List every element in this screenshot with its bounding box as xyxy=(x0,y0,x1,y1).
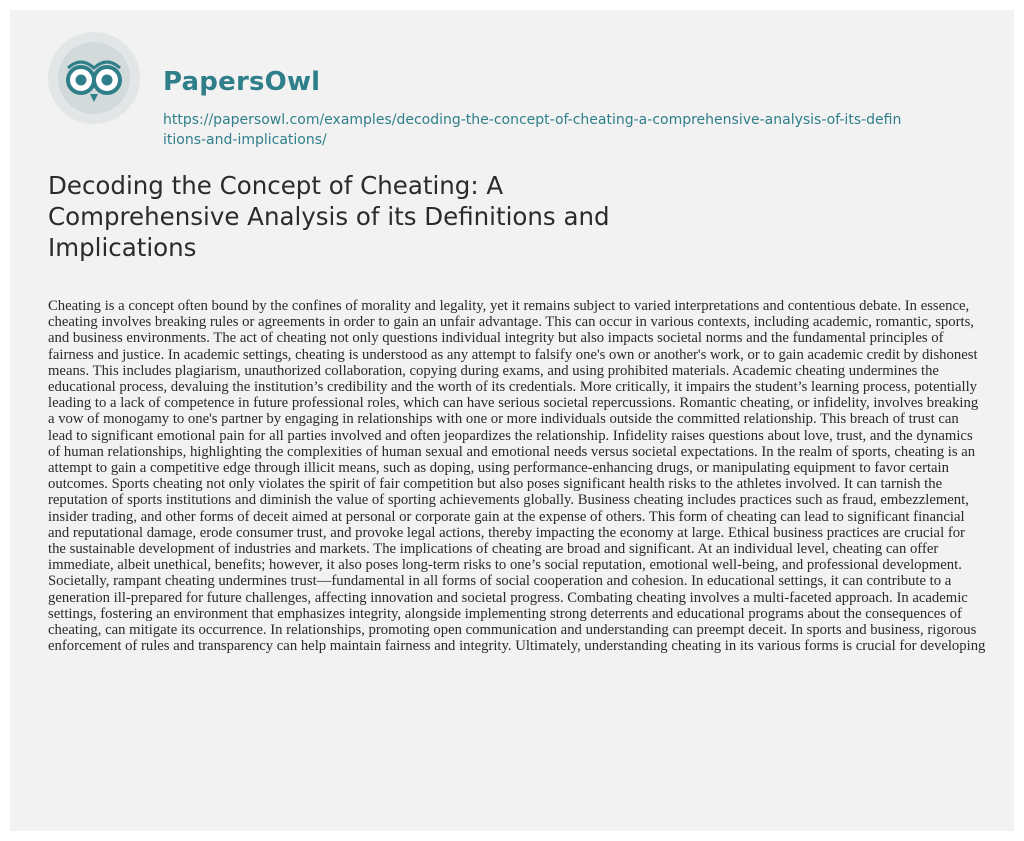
document-page xyxy=(10,10,1014,831)
brand-name: PapersOwl xyxy=(163,67,321,97)
site-header xyxy=(48,32,948,162)
article-url-link[interactable]: https://papersowl.com/examples/decoding-the-concept-of-cheating-a-comprehensive-analysis-of-its-definitions-and-implications/ xyxy=(163,112,902,148)
owl-logo-icon xyxy=(48,32,140,124)
article-title: Decoding the Concept of Cheating: A Comprehensive Analysis of its Definitions and Implications xyxy=(48,171,610,262)
article-body: Cheating is a concept often bound by the confines of morality and legality, yet it remains subject to varied interpretations and contentious debate. In essence, cheating involves breaking rules or agreements in order to gain an unfair advantage. This can occur in various contexts, including academic, romantic, sports, and business environments. The act of cheating not only questions individual integrity but also impacts societal norms and the fundamental principles of fairness and justice. In academic settings, cheating is understood as any attempt to falsify one's own or another's work, or to gain academic credit by dishonest means. This includes plagiarism, unauthorized collaboration, copying during exams, and using prohibited materials. Academic cheating undermines the educational process, devaluing the institution’s credibility and the worth of its credentials. More critically, it impairs the student’s learning process, potentially leading to a lack of competence in future professional roles, which can have serious societal repercussions. Romantic cheating, or infidelity, involves breaking a vow of monogamy to one's partner by engaging in relationships with one or more individuals outside the committed relationship. This breach of trust can lead to significant emotional pain for all parties involved and often jeopardizes the relationship. Infidelity raises questions about love, trust, and the dynamics of human relationships, highlighting the complexities of human sexual and emotional needs versus societal expectations. In the realm of sports, cheating is an attempt to gain a competitive edge through illicit means, such as doping, using performance-enhancing drugs, or manipulating equipment to favor certain outcomes. Sports cheating not only violates the spirit of fair competition but also poses significant health risks to the athletes involved. It can tarnish the reputation of sports institutions and diminish the value of sporting achievements globally. Business cheating includes practices such as fraud, embezzlement, insider trading, and other forms of deceit aimed at personal or corporate gain at the expense of others. This form of cheating can lead to significant financial and reputational damage, erode consumer trust, and provoke legal actions, thereby impacting the economy at large. Ethical business practices are crucial for the sustainable development of industries and markets. The implications of cheating are broad and significant. At an individual level, cheating can offer immediate, albeit unethical, benefits; however, it also poses long-term risks to one’s social reputation, emotional well-being, and professional development. Societally, rampant cheating undermines trust—fundamental in all forms of social cooperation and cohesion. In educational settings, it can contribute to a generation ill-prepared for future challenges, affecting innovation and societal progress. Combating cheating involves a multi-faceted approach. In academic settings, fostering an environment that emphasizes integrity, alongside implementing strong deterrents and educational programs about the consequences of cheating, can mitigate its occurrence. In relationships, promoting open communication and understanding can preempt deceit. In sports and business, rigorous enforcement of rules and transparency can help maintain fairness and integrity. Ultimately, understanding cheating in its various forms is crucial for developing xyxy=(48,298,986,655)
